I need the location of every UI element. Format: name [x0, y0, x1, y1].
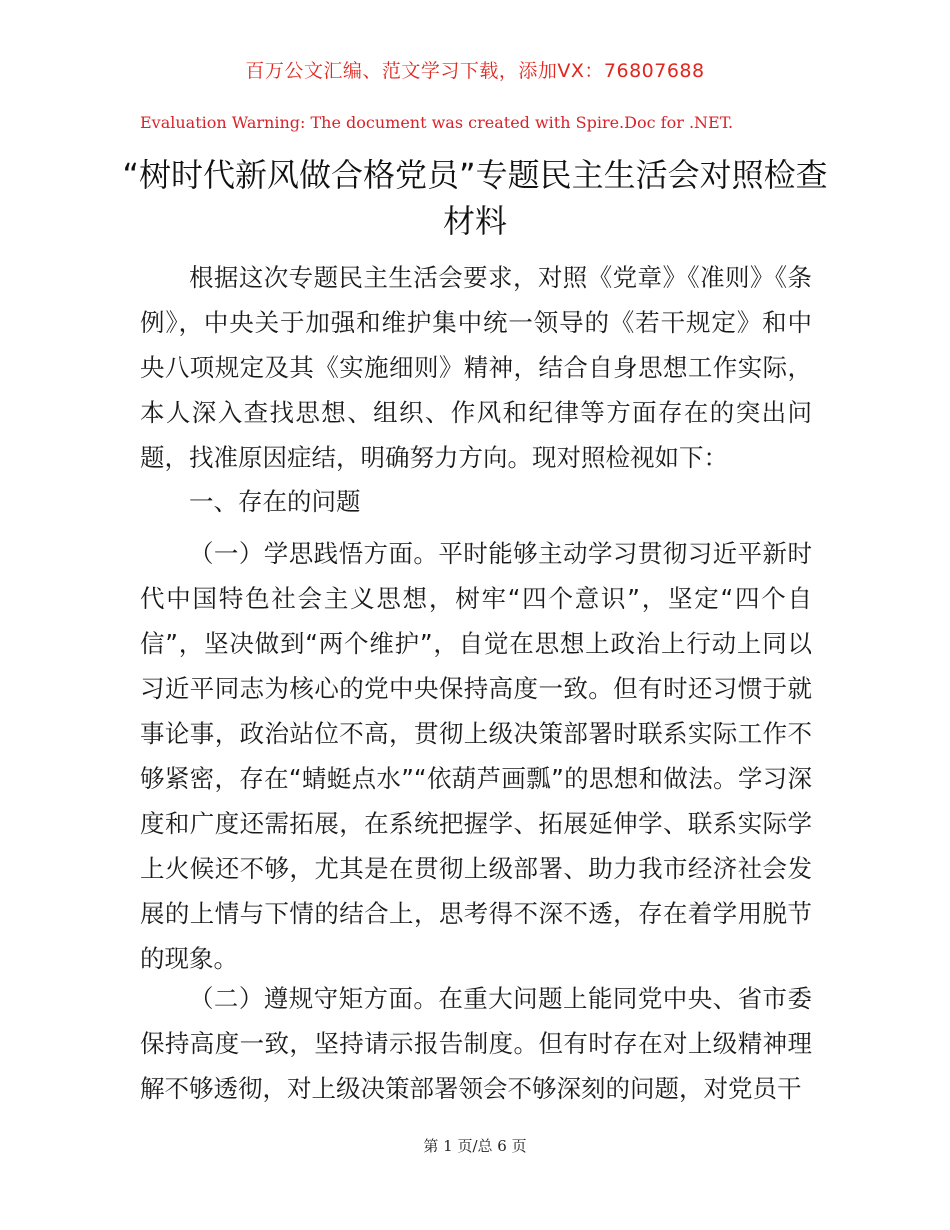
section-heading-problems: 一、存在的问题	[189, 487, 361, 516]
item-rules-compliance: （二）遵规守矩方面。在重大问题上能同党中央、省市委保持高度一致，坚持请示报告制度。但有时存在对上级精神理解不够透彻，对上级决策部署领会不够深刻的问题，对党员干	[140, 984, 812, 1103]
document-title: “树时代新风做合格党员”专题民主生活会对照检查材料	[122, 156, 828, 240]
item-one-block	[140, 531, 812, 981]
section-heading-block	[140, 479, 812, 524]
item-study-practice: （一）学思践悟方面。平时能够主动学习贯彻习近平新时代中国特色社会主义思想，树牢“四个意识”，坚定“四个自信”，坚决做到“两个维护”，自觉在思想上政治上行动上同以习近平同志为核心的党中央保持高度一致。但有时还习惯于就事论事，政治站位不高，贯彻上级决策部署时联系实际工作不够紧密，存在“蜻蜓点水”“依葫芦画瓢”的思想和做法。学习深度和广度还需拓展，在系统把握学、拓展延伸学、联系实际学上火候还不够，尤其是在贯彻上级部署、助力我市经济社会发展的上情与下情的结合上，思考得不深不透，存在着学用脱节的现象。	[140, 539, 812, 973]
page-footer: 第 1 页/总 6 页	[423, 1137, 527, 1155]
intro-paragraph: 根据这次专题民主生活会要求，对照《党章》《准则》《条例》，中央关于加强和维护集中统一领导的《若干规定》和中央八项规定及其《实施细则》精神，结合自身思想工作实际，本人深入查找思想、组织、作风和纪律等方面存在的突出问题，找准原因症结，明确努力方向。现对照检视如下：	[140, 263, 812, 472]
item-two-block	[140, 976, 812, 1111]
header-banner: 百万公文汇编、范文学习下载，添加VX：76807688	[245, 60, 705, 82]
evaluation-warning: Evaluation Warning: The document was created with Spire.Doc for .NET.	[140, 113, 734, 132]
document-body	[140, 255, 812, 480]
